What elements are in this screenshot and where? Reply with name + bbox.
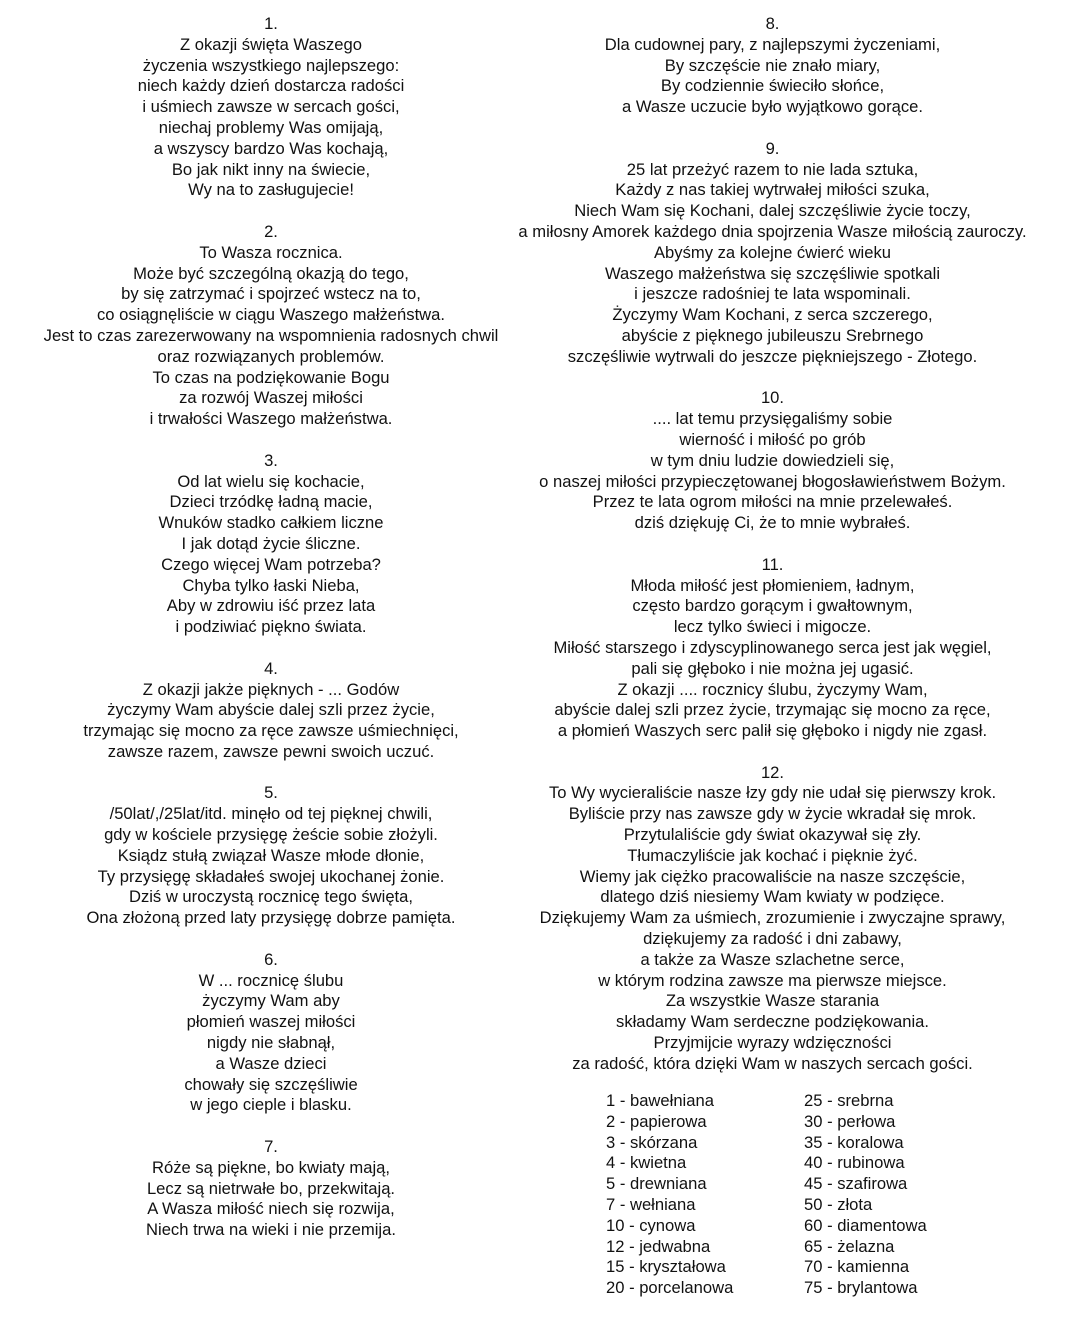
poem-line: I jak dotąd życie śliczne. (181, 533, 361, 553)
poem-10 (478, 388, 1067, 534)
poem-number: 9. (765, 138, 780, 158)
poem-line: Niech Wam się Kochani, dalej szczęśliwie życie toczy, (574, 201, 971, 221)
poem-line: A Wasza miłość niech się rozwija, (147, 1199, 395, 1219)
anniversary-item: 20 - porcelanowa (606, 1278, 734, 1298)
poem-line: w jego cieple i blasku. (190, 1095, 352, 1115)
poem-number: 5. (264, 783, 278, 803)
poem-line: by się zatrzymać i spojrzeć wstecz na to, (121, 284, 421, 304)
anniversary-item: 70 - kamienna (804, 1257, 910, 1277)
poem-line: Lecz są nietrwałe bo, przekwitają. (146, 1178, 396, 1198)
anniversary-item: 60 - diamentowa (804, 1215, 927, 1235)
anniversary-item: 7 - wełniana (606, 1194, 696, 1214)
poem-line: Przyjmijcie wyrazy wdzięczności (653, 1033, 892, 1053)
poem-line: i uśmiech zawsze w sercach gości, (142, 97, 400, 117)
poem-line: gdy w kościele przysięgę żeście sobie złożyli. (104, 825, 438, 845)
poem-line: co osiągnęliście w ciągu Waszego małżeństwa. (96, 305, 445, 325)
poem-line: Róże są piękne, bo kwiaty mają, (152, 1157, 390, 1177)
poem-line: za radość, która dzięki Wam w naszych sercach gości. (572, 1053, 973, 1073)
poem-line: a Wasze uczucie było wyjątkowo gorące. (622, 97, 923, 117)
poem-8 (478, 14, 1067, 118)
anniversary-item: 12 - jedwabna (606, 1236, 711, 1256)
poem-line: i trwałości Waszego małżeństwa. (149, 409, 393, 429)
anniversary-item: 10 - cynowa (606, 1215, 696, 1235)
poem-line: /50lat/,/25lat/itd. minęło od tej pięknej chwili, (109, 804, 433, 824)
poem-6 (0, 950, 542, 1116)
poem-line: lecz tylko świeci i migocze. (673, 617, 872, 637)
poem-5 (0, 783, 542, 929)
anniversary-item: 1 - bawełniana (606, 1091, 714, 1110)
poem-line: Przytulaliście gdy świat okazywał się zły. (623, 825, 922, 845)
poem-line: Dzieci trzódkę ładną macie, (169, 492, 373, 512)
poem-line: Z okazji jakże pięknych - ... Godów (142, 679, 400, 699)
poem-line: nigdy nie słabnął, (206, 1033, 336, 1053)
poem-line: a także za Wasze szlachetne serce, (640, 949, 905, 969)
poem-number: 8. (765, 14, 780, 33)
poem-line: Bo jak nikt inny na świecie, (171, 159, 371, 179)
poem-7 (0, 1137, 542, 1241)
poem-line: szczęśliwie wytrwali do jeszcze piękniejszego - Złotego. (567, 346, 978, 366)
poem-line: a miłosny Amorek każdego dnia spojrzenia Wasze miłością zauroczy. (518, 221, 1027, 241)
poem-line: dziś dziękuję Ci, że to mnie wybrałeś. (634, 513, 911, 533)
poem-number: 7. (264, 1137, 278, 1157)
poem-line: Ty przysięgę składałeś swojej ukochanej żonie. (97, 866, 445, 886)
poem-line: dziękujemy za radość i dni zabawy, (643, 929, 902, 949)
poem-line: Każdy z nas takiej wytrwałej miłości szuka, (615, 180, 930, 200)
anniversary-item: 15 - kryształowa (606, 1257, 726, 1277)
poem-line: By szczęście nie znało miary, (664, 55, 881, 75)
anniversary-item: 75 - brylantowa (804, 1278, 918, 1298)
poem-line: i podziwiać piękno świata. (175, 617, 367, 637)
poem-line: Aby w zdrowiu iść przez lata (166, 596, 376, 616)
poem-line: Z okazji święta Waszego (180, 34, 362, 54)
poem-line: Czego więcej Wam potrzeba? (161, 554, 381, 574)
poem-9 (478, 139, 1067, 368)
poem-line: abyście z pięknego jubileuszu Srebrnego (621, 325, 924, 345)
poem-line: Byliście przy nas zawsze gdy w życie wkradał się mrok. (568, 804, 977, 824)
poem-line: w tym dniu ludzie dowiedzieli się, (650, 450, 895, 470)
poem-3 (0, 451, 542, 638)
poem-line: za rozwój Waszej miłości (179, 388, 363, 408)
poem-line: i jeszcze radośniej te lata wspominali. (634, 284, 911, 304)
poem-12 (478, 763, 1067, 1075)
anniversary-item: 35 - koralowa (804, 1132, 904, 1152)
anniversary-item: 30 - perłowa (804, 1111, 896, 1131)
poem-line: To czas na podziękowanie Bogu (152, 367, 390, 387)
poem-line: a płomień Waszych serc palił się głęboko i nigdy nie zgasł. (557, 721, 988, 741)
poem-line: życzenia wszystkiego najlepszego: (142, 55, 400, 75)
anniversary-item: 65 - żelazna (804, 1236, 895, 1256)
anniversary-item: 5 - drewniana (606, 1174, 707, 1194)
poem-line: Za wszystkie Wasze starania (665, 991, 880, 1011)
poem-line: Abyśmy za kolejne ćwierć wieku (653, 242, 891, 262)
poem-line: Z okazji .... rocznicy ślubu, życzymy Wam, (617, 679, 928, 699)
poem-line: Przez te lata ogrom miłości na mnie przelewałeś. (592, 492, 953, 512)
poem-number: 11. (761, 554, 784, 574)
anniversary-item: 4 - kwietna (606, 1153, 687, 1173)
poem-number: 10. (760, 388, 785, 408)
poem-line: Miłość starszego i zdyscyplinowanego serca jest jak węgiel, (553, 637, 992, 657)
poem-line: w którym rodzina zawsze ma pierwsze miejsce. (598, 970, 947, 990)
anniversary-item: 25 - srebrna (804, 1091, 894, 1110)
poem-line: Ksiądz stułą związał Wasze młode dłonie, (117, 845, 425, 865)
poem-4 (0, 659, 542, 763)
poem-number: 2. (264, 221, 278, 241)
poem-line: Niech trwa na wieki i nie przemija. (146, 1220, 396, 1240)
poem-line: Dziś w uroczystą rocznicę tego święta, (128, 887, 414, 907)
poem-line: życzymy Wam aby (202, 991, 340, 1011)
poem-line: Od lat wielu się kochacie, (177, 471, 365, 491)
poem-line: Wnuków stadko całkiem liczne (158, 513, 384, 533)
poem-line: Ona złożoną przed laty przysięgę dobrze pamięta. (86, 908, 456, 928)
poem-1 (0, 14, 542, 201)
poem-line: Chyba tylko łaski Nieba, (182, 575, 360, 595)
anniversary-list-right (804, 1091, 927, 1299)
anniversary-item: 40 - rubinowa (804, 1153, 905, 1173)
poem-line: składamy Wam serdeczne podziękowania. (616, 1012, 929, 1032)
poem-line: a Wasze dzieci (215, 1053, 327, 1073)
poem-line: wierność i miłość po grób (679, 429, 866, 449)
poem-line: płomień waszej miłości (186, 1012, 356, 1032)
right-poem-column (478, 14, 1067, 1095)
poem-line: niech każdy dzień dostarcza radości (137, 76, 405, 96)
poem-number: 6. (264, 949, 278, 969)
left-poem-column (0, 14, 542, 1262)
anniversary-item: 50 - złota (804, 1194, 873, 1214)
poem-line: Jest to czas zarezerwowany na wspomnienia radosnych chwil (43, 325, 499, 345)
poem-number: 3. (264, 450, 278, 470)
poem-line: Młoda miłość jest płomieniem, ładnym, (630, 575, 915, 595)
poem-line: życzymy Wam abyście dalej szli przez życie, (107, 700, 435, 720)
poem-line: niechaj problemy Was omijają, (158, 117, 384, 137)
poem-line: zawsze razem, zawsze pewni swoich uczuć. (107, 741, 435, 761)
poem-line: 25 lat przeżyć razem to nie lada sztuka, (626, 159, 919, 179)
poem-line: By codziennie świeciło słońce, (660, 76, 885, 96)
poem-line: dlatego dziś niesiemy Wam kwiaty w podzięce. (600, 887, 945, 907)
poem-line: Waszego małżeństwa się szczęśliwie spotkali (604, 263, 941, 283)
poem-line: Dziękujemy Wam za uśmiech, zrozumienie i zwyczajne sprawy, (539, 908, 1006, 928)
poem-number: 4. (264, 658, 278, 678)
poem-line: o naszej miłości przypieczętowanej błogosławieństwem Bożym. (539, 471, 1006, 491)
poem-line: Wiemy jak ciężko pracowaliście na nasze szczęście, (579, 866, 966, 886)
poem-line: W ... rocznicę ślubu (198, 970, 344, 990)
anniversary-item: 45 - szafirowa (804, 1174, 908, 1194)
poem-line: Życzymy Wam Kochani, z serca szczerego, (612, 305, 933, 325)
poem-number: 1. (264, 14, 278, 33)
poem-11 (478, 555, 1067, 742)
poem-line: Wy na to zasługujecie! (188, 180, 354, 200)
poem-line: często bardzo gorącym i gwałtownym, (632, 596, 913, 616)
poem-line: trzymając się mocno za ręce zawsze uśmiechnięci, (83, 721, 459, 741)
poem-line: abyście dalej szli przez życie, trzymając się mocno za ręce, (554, 700, 991, 720)
poem-line: oraz rozwiązanych problemów. (157, 346, 385, 366)
poem-line: a wszyscy bardzo Was kochają, (153, 138, 389, 158)
poem-2 (0, 222, 542, 430)
poem-line: pali się głęboko i nie można jej ugasić. (631, 658, 914, 678)
poem-line: .... lat temu przysięgaliśmy sobie (652, 409, 893, 429)
poem-number: 12. (760, 762, 785, 782)
poem-line: Może być szczególną okazją do tego, (133, 263, 409, 283)
poem-line: To Wy wycieraliście nasze łzy gdy nie udał się pierwszy krok. (548, 783, 997, 803)
poem-line: To Wasza rocznica. (199, 242, 343, 262)
anniversary-list-left (606, 1091, 733, 1299)
poem-line: Dla cudownej pary, z najlepszymi życzeniami, (604, 34, 941, 54)
poem-line: chowały się szczęśliwie (184, 1074, 358, 1094)
poem-line: Tłumaczyliście jak kochać i pięknie żyć. (627, 845, 918, 865)
anniversary-item: 3 - skórzana (606, 1132, 698, 1152)
anniversary-item: 2 - papierowa (606, 1111, 707, 1131)
